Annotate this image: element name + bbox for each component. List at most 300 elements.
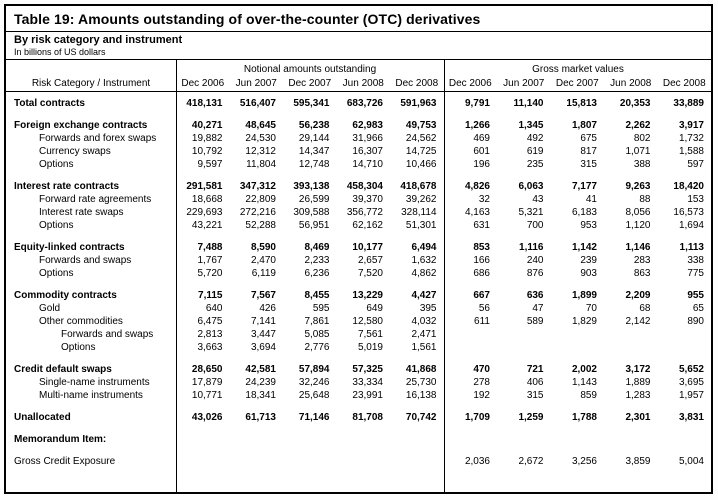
- value-cell: 283: [633, 255, 651, 266]
- value-cell: 7,115: [198, 290, 223, 301]
- group-header-notional: Notional amounts outstanding: [243, 64, 377, 75]
- value-cell: [230, 433, 284, 446]
- table-row: [6, 254, 711, 267]
- value-cell: 11,804: [246, 159, 276, 170]
- value-cell: 315: [580, 159, 597, 170]
- value-cell: 1,143: [571, 377, 597, 388]
- value-cell: 601: [473, 146, 490, 157]
- value-cell: 41: [585, 194, 597, 205]
- table-body: [6, 92, 711, 492]
- value-cell: 56: [478, 303, 490, 314]
- value-cell: 10,466: [405, 159, 437, 170]
- value-cell: 196: [473, 159, 490, 170]
- value-cell: [444, 433, 498, 446]
- value-cell: 5,720: [197, 268, 223, 279]
- table-grid: [6, 60, 711, 492]
- value-cell: 2,657: [357, 255, 383, 266]
- value-cell: [283, 455, 337, 468]
- value-cell: [176, 433, 230, 446]
- value-cell: 5,321: [518, 207, 544, 218]
- table-row: [6, 158, 711, 171]
- value-cell: 1,788: [571, 412, 597, 423]
- value-cell: 686: [473, 268, 490, 279]
- value-cell: 3,831: [678, 412, 704, 423]
- date-header: Dec 2007: [555, 77, 599, 89]
- row-label: Options: [61, 342, 96, 353]
- value-cell: [497, 433, 551, 446]
- value-cell: 3,663: [197, 342, 223, 353]
- value-cell: 1,889: [625, 377, 651, 388]
- table-row: [6, 206, 711, 219]
- value-cell: 8,590: [250, 242, 276, 253]
- value-cell: 817: [580, 146, 597, 157]
- row-label: Credit default swaps: [14, 364, 112, 375]
- group-header-gross: Gross market values: [532, 64, 624, 75]
- value-cell: 16,138: [405, 390, 437, 401]
- value-cell: 33,889: [673, 98, 704, 109]
- row-label: Total contracts: [14, 98, 85, 109]
- date-header-row: [6, 75, 711, 91]
- value-cell: 51,301: [405, 220, 437, 231]
- value-cell: 7,567: [250, 290, 276, 301]
- value-cell: 418,678: [400, 181, 437, 192]
- row-label: Forwards and forex swaps: [39, 133, 157, 144]
- value-cell: 43,026: [191, 412, 223, 423]
- value-cell: 18,420: [673, 181, 704, 192]
- value-cell: 57,894: [298, 364, 330, 375]
- value-cell: 7,488: [197, 242, 223, 253]
- table-row: [6, 315, 711, 328]
- value-cell: 88: [639, 194, 651, 205]
- value-cell: 42,581: [245, 364, 276, 375]
- value-cell: 516,407: [239, 98, 276, 109]
- value-cell: 426: [259, 303, 276, 314]
- value-cell: 595: [312, 303, 330, 314]
- value-cell: 2,672: [518, 456, 544, 467]
- row-label: Options: [39, 268, 74, 279]
- value-cell: 640: [205, 303, 223, 314]
- value-cell: 26,599: [298, 194, 330, 205]
- value-cell: 1,142: [571, 242, 597, 253]
- value-cell: 1,767: [197, 255, 223, 266]
- value-cell: [337, 455, 391, 468]
- row-label: Options: [39, 159, 74, 170]
- value-cell: 775: [687, 268, 704, 279]
- value-cell: 675: [580, 133, 597, 144]
- value-cell: 24,239: [245, 377, 276, 388]
- value-cell: 61,713: [245, 412, 276, 423]
- date-header: Jun 2008: [610, 77, 652, 89]
- value-cell: [337, 433, 391, 446]
- value-cell: 9,263: [625, 181, 651, 192]
- value-cell: 19,882: [191, 133, 223, 144]
- value-cell: 2,036: [464, 456, 490, 467]
- value-cell: 192: [473, 390, 490, 401]
- value-cell: [390, 433, 444, 446]
- value-cell: 721: [526, 364, 544, 375]
- value-cell: 2,233: [304, 255, 330, 266]
- value-cell: 589: [526, 316, 544, 327]
- value-cell: 3,694: [250, 342, 276, 353]
- value-cell: 591,963: [400, 98, 437, 109]
- value-cell: [604, 341, 658, 354]
- value-cell: 1,632: [411, 255, 437, 266]
- value-cell: 406: [526, 377, 544, 388]
- table-row: [6, 433, 711, 446]
- value-cell: 3,256: [571, 456, 597, 467]
- value-cell: 24,562: [405, 133, 437, 144]
- value-cell: 1,345: [518, 120, 544, 131]
- value-cell: 2,301: [625, 412, 651, 423]
- value-cell: 3,917: [678, 120, 704, 131]
- value-cell: 62,162: [352, 220, 383, 231]
- value-cell: 1,116: [519, 242, 544, 253]
- row-label: Foreign exchange contracts: [14, 120, 148, 131]
- value-cell: 70: [585, 303, 597, 314]
- value-cell: 649: [366, 303, 383, 314]
- value-cell: [551, 341, 605, 354]
- table-row: [6, 455, 711, 468]
- row-label: Multi-name instruments: [39, 390, 143, 401]
- value-cell: 611: [474, 316, 490, 327]
- date-header: Dec 2008: [395, 77, 439, 89]
- value-cell: 8,056: [625, 207, 651, 218]
- table-subtitle: By risk category and instrument: [14, 34, 183, 46]
- date-header: Dec 2008: [662, 77, 706, 89]
- column-divider-left: [176, 60, 177, 492]
- value-cell: 278: [473, 377, 490, 388]
- value-cell: 418,131: [186, 98, 223, 109]
- table-row: [6, 241, 711, 254]
- value-cell: 40,271: [191, 120, 223, 131]
- value-cell: 1,120: [625, 220, 651, 231]
- value-cell: 1,561: [411, 342, 437, 353]
- value-cell: 1,694: [678, 220, 704, 231]
- value-cell: 15,813: [566, 98, 597, 109]
- value-cell: [658, 328, 712, 341]
- table-row: [6, 97, 711, 110]
- value-cell: 20,353: [619, 98, 651, 109]
- value-cell: 2,209: [625, 290, 651, 301]
- value-cell: [497, 341, 551, 354]
- value-cell: 81,708: [352, 412, 383, 423]
- value-cell: 3,859: [625, 456, 651, 467]
- value-cell: 903: [580, 268, 597, 279]
- value-cell: 458,304: [346, 181, 383, 192]
- value-cell: 4,032: [411, 316, 437, 327]
- value-cell: 1,146: [625, 242, 651, 253]
- value-cell: 291,581: [186, 181, 223, 192]
- value-cell: 39,262: [405, 194, 437, 205]
- row-label-header: Risk Category / Instrument: [31, 77, 151, 89]
- group-header-row: [6, 60, 711, 75]
- value-cell: [444, 328, 498, 341]
- value-cell: 10,792: [191, 146, 223, 157]
- value-cell: 7,561: [357, 329, 383, 340]
- value-cell: 876: [526, 268, 544, 279]
- date-header: Jun 2008: [342, 77, 384, 89]
- date-header: Dec 2006: [448, 77, 492, 89]
- value-cell: 7,861: [304, 316, 330, 327]
- value-cell: 240: [526, 255, 544, 266]
- value-cell: 7,177: [571, 181, 597, 192]
- table-row: [6, 341, 711, 354]
- table-title: Table 19: Amounts outstanding of over-the-counter (OTC) derivatives: [14, 11, 481, 27]
- value-cell: 1,807: [571, 120, 597, 131]
- value-cell: 470: [473, 364, 490, 375]
- table-subtitle-bar: [6, 32, 711, 60]
- value-cell: 1,071: [625, 146, 651, 157]
- table-row: [6, 119, 711, 132]
- value-cell: [658, 341, 712, 354]
- value-cell: 14,725: [405, 146, 437, 157]
- row-label: Forward rate agreements: [39, 194, 152, 205]
- value-cell: 25,730: [405, 377, 437, 388]
- value-cell: 229,693: [186, 207, 223, 218]
- value-cell: 3,172: [625, 364, 651, 375]
- value-cell: 2,262: [625, 120, 651, 131]
- value-cell: 71,146: [298, 412, 330, 423]
- value-cell: 25,648: [298, 390, 330, 401]
- value-cell: 13,229: [352, 290, 383, 301]
- value-cell: 6,119: [251, 268, 276, 279]
- otc-derivatives-table: [4, 4, 713, 494]
- value-cell: 153: [687, 194, 704, 205]
- date-header: Dec 2006: [181, 77, 225, 89]
- value-cell: 10,771: [191, 390, 223, 401]
- value-cell: 315: [526, 390, 544, 401]
- value-cell: 2,142: [625, 316, 651, 327]
- value-cell: 9,791: [464, 98, 490, 109]
- value-cell: 22,809: [245, 194, 276, 205]
- value-cell: 636: [526, 290, 544, 301]
- value-cell: 57,325: [352, 364, 383, 375]
- column-divider-right: [444, 60, 445, 492]
- table-title-bar: [6, 6, 711, 32]
- value-cell: 16,307: [352, 146, 383, 157]
- value-cell: 393,138: [293, 181, 330, 192]
- value-cell: 272,216: [239, 207, 276, 218]
- value-cell: 14,347: [298, 146, 330, 157]
- value-cell: 14,710: [352, 159, 383, 170]
- value-cell: 700: [526, 220, 544, 231]
- value-cell: 1,266: [464, 120, 490, 131]
- value-cell: 56,238: [298, 120, 330, 131]
- row-label: Interest rate swaps: [39, 207, 124, 218]
- value-cell: 49,753: [405, 120, 437, 131]
- value-cell: 68: [639, 303, 651, 314]
- value-cell: 1,588: [678, 146, 704, 157]
- value-cell: 356,772: [346, 207, 383, 218]
- value-cell: 597: [687, 159, 704, 170]
- value-cell: 8,455: [304, 290, 330, 301]
- value-cell: 7,520: [357, 268, 383, 279]
- value-cell: 492: [526, 133, 544, 144]
- value-cell: 2,776: [304, 342, 330, 353]
- value-cell: 32: [478, 194, 490, 205]
- table-row: [6, 289, 711, 302]
- table-row: [6, 180, 711, 193]
- value-cell: 5,085: [304, 329, 330, 340]
- value-cell: 12,748: [298, 159, 330, 170]
- value-cell: 802: [633, 133, 651, 144]
- value-cell: [604, 433, 658, 446]
- value-cell: 395: [419, 303, 437, 314]
- date-header: Jun 2007: [235, 77, 277, 89]
- value-cell: 347,312: [239, 181, 276, 192]
- row-label: Memorandum Item:: [14, 434, 107, 445]
- value-cell: 47: [532, 303, 544, 314]
- value-cell: 2,470: [250, 255, 276, 266]
- value-cell: 309,588: [293, 207, 330, 218]
- value-cell: 1,113: [679, 242, 704, 253]
- value-cell: 39,370: [352, 194, 383, 205]
- value-cell: 1,259: [518, 412, 544, 423]
- value-cell: [551, 433, 605, 446]
- value-cell: 62,983: [352, 120, 383, 131]
- value-cell: 388: [633, 159, 651, 170]
- value-cell: [444, 341, 498, 354]
- value-cell: 469: [473, 133, 490, 144]
- value-cell: 12,312: [245, 146, 276, 157]
- value-cell: 1,957: [678, 390, 704, 401]
- value-cell: 2,002: [571, 364, 597, 375]
- row-label: Options: [39, 220, 74, 231]
- value-cell: 65: [692, 303, 704, 314]
- value-cell: 4,427: [411, 290, 437, 301]
- table-row: [6, 219, 711, 232]
- value-cell: 5,652: [678, 364, 704, 375]
- value-cell: [551, 328, 605, 341]
- value-cell: 2,813: [197, 329, 223, 340]
- row-label: Unallocated: [14, 412, 71, 423]
- value-cell: 48,645: [245, 120, 276, 131]
- row-label: Forwards and swaps: [61, 329, 154, 340]
- value-cell: 4,826: [464, 181, 490, 192]
- table-row: [6, 267, 711, 280]
- value-cell: 166: [473, 255, 490, 266]
- value-cell: 6,063: [518, 181, 544, 192]
- value-cell: 31,966: [352, 133, 383, 144]
- value-cell: 10,177: [352, 242, 383, 253]
- table-row: [6, 302, 711, 315]
- row-label: Commodity contracts: [14, 290, 117, 301]
- table-row: [6, 193, 711, 206]
- value-cell: 1,283: [625, 390, 651, 401]
- value-cell: 890: [687, 316, 704, 327]
- value-cell: 18,668: [191, 194, 223, 205]
- value-cell: 4,862: [411, 268, 437, 279]
- value-cell: [176, 455, 230, 468]
- value-cell: 29,144: [298, 133, 330, 144]
- table-row: [6, 363, 711, 376]
- value-cell: 6,183: [571, 207, 597, 218]
- value-cell: 4,163: [464, 207, 490, 218]
- value-cell: [604, 328, 658, 341]
- value-cell: 32,246: [298, 377, 330, 388]
- row-label: Forwards and swaps: [39, 255, 132, 266]
- row-label: Other commodities: [39, 316, 123, 327]
- value-cell: 5,004: [678, 456, 704, 467]
- row-label: Currency swaps: [39, 146, 111, 157]
- row-label: Interest rate contracts: [14, 181, 120, 192]
- value-cell: 955: [687, 290, 704, 301]
- value-cell: 683,726: [346, 98, 383, 109]
- value-cell: 16,573: [673, 207, 704, 218]
- column-header-band: [6, 60, 711, 92]
- table-row: [6, 328, 711, 341]
- value-cell: [230, 455, 284, 468]
- value-cell: [390, 455, 444, 468]
- row-label: Gross Credit Exposure: [14, 456, 116, 467]
- value-cell: 12,580: [352, 316, 383, 327]
- value-cell: 595,341: [293, 98, 330, 109]
- table-row: [6, 145, 711, 158]
- value-cell: 235: [526, 159, 544, 170]
- value-cell: 8,469: [304, 242, 330, 253]
- value-cell: 619: [526, 146, 544, 157]
- date-header: Dec 2007: [288, 77, 332, 89]
- value-cell: 18,341: [245, 390, 276, 401]
- value-cell: 863: [633, 268, 651, 279]
- row-label: Equity-linked contracts: [14, 242, 125, 253]
- value-cell: 1,709: [464, 412, 490, 423]
- value-cell: 43,221: [191, 220, 223, 231]
- value-cell: 2,471: [411, 329, 437, 340]
- value-cell: 33,334: [352, 377, 383, 388]
- value-cell: 7,141: [250, 316, 276, 327]
- value-cell: 1,829: [571, 316, 597, 327]
- value-cell: 239: [580, 255, 597, 266]
- value-cell: 1,732: [678, 133, 704, 144]
- value-cell: 24,530: [245, 133, 276, 144]
- value-cell: 28,650: [191, 364, 223, 375]
- table-row: [6, 376, 711, 389]
- value-cell: 17,879: [191, 377, 223, 388]
- value-cell: [283, 433, 337, 446]
- value-cell: 11,140: [513, 98, 544, 109]
- value-cell: 3,447: [250, 329, 276, 340]
- unit-note: In billions of US dollars: [14, 47, 106, 57]
- date-header: Jun 2007: [503, 77, 545, 89]
- table-row: [6, 132, 711, 145]
- row-label: Single-name instruments: [39, 377, 150, 388]
- value-cell: 6,494: [411, 242, 437, 253]
- value-cell: 667: [473, 290, 490, 301]
- value-cell: 1,899: [571, 290, 597, 301]
- row-label: Gold: [39, 303, 61, 314]
- value-cell: 70,742: [405, 412, 437, 423]
- value-cell: [497, 328, 551, 341]
- value-cell: 338: [687, 255, 704, 266]
- value-cell: 6,475: [197, 316, 223, 327]
- value-cell: 3,695: [678, 377, 704, 388]
- value-cell: 52,288: [245, 220, 276, 231]
- table-row: [6, 389, 711, 402]
- value-cell: 43: [532, 194, 544, 205]
- value-cell: 41,868: [405, 364, 437, 375]
- value-cell: 9,597: [197, 159, 223, 170]
- table-row: [6, 411, 711, 424]
- value-cell: 631: [473, 220, 490, 231]
- value-cell: 56,951: [298, 220, 330, 231]
- value-cell: 6,236: [304, 268, 330, 279]
- value-cell: 5,019: [357, 342, 383, 353]
- value-cell: 953: [580, 220, 597, 231]
- value-cell: 853: [473, 242, 490, 253]
- value-cell: 23,991: [352, 390, 383, 401]
- value-cell: 859: [580, 390, 597, 401]
